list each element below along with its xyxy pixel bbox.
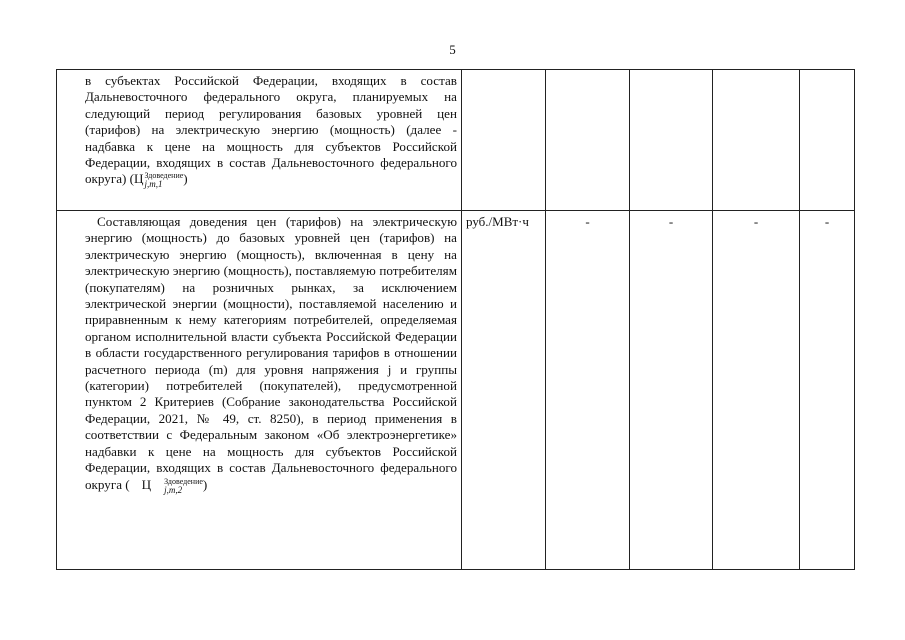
value-cell-empty	[800, 70, 855, 211]
price-symbol: Ц Здоведение j,m,1	[134, 171, 184, 190]
description-body: в субъектах Российской Федерации, входящих в состав Дальневосточного федерального округа, планируемых на следующий период регулирования базовых уровней цен (тарифов) на электрическую энергию (мощность) (далее - надбавка к цене на мощность для субъектов Российской Федерации, входящих в состав Дальневосточного федерального округа) (	[85, 73, 457, 187]
value-cell-empty	[630, 70, 713, 211]
value-cell: -	[546, 211, 630, 570]
description-cell	[57, 70, 462, 211]
tariff-table	[56, 69, 855, 570]
price-symbol: Ц Здоведение j,m,2	[141, 476, 203, 495]
description-text: Составляющая доведения цен (тарифов) на электрическую энергию (мощность) до базовых уровней цен (тарифов) на электрическую энергию (мощность), включенная в цену на электрическую энергию (мощность), поставляемую потребителям (покупателям) на розничных рынках, за исключением электрической энергии (мощности), поставляемой населению и приравненным к нему категориям потребителей, определяемая органом исполнительной власти субъекта Российской Федерации в области государственного регулирования тарифов в отношении расчетного периода (m) для уровня напряжения j и группы (категории) потребителей (покупателей), предусмотренной пунктом 2 Критериев (Собрание законодательства Российской Федерации, 2021, № 49, ст. 8250), в период применения в соответствии с Федеральным законом «Об электроэнергетике» надбавки к цене на мощность для субъектов Российской Федерации, входящих в состав Дальневосточного федерального округа ( Ц Здоведение j,m,2 )	[85, 214, 457, 495]
value-cell: -	[630, 211, 713, 570]
value-cell-empty	[546, 70, 630, 211]
table-row-continuation	[57, 70, 855, 211]
value-cell: -	[713, 211, 800, 570]
description-body: Составляющая доведения цен (тарифов) на электрическую энергию (мощность) до базовых уровней цен (тарифов) на электрическую энергию (мощность), включенная в цену на электрическую энергию (мощность), поставляемую потребителям (покупателям) на розничных рынках, за исключением электрической энергии (мощности), поставляемой населению и приравненным к нему категориям потребителей, определяемая органом исполнительной власти субъекта Российской Федерации в области государственного регулирования тарифов в отношении расчетного периода (m) для уровня напряжения j и группы (категории) потребителей (покупателей), предусмотренной пунктом 2 Критериев (Собрание законодательства Российской Федерации, 2021, № 49, ст. 8250), в период применения в соответствии с Федеральным законом «Об электроэнергетике» надбавки к цене на мощность для субъектов Российской Федерации, входящих в состав Дальневосточного федерального округа (	[85, 214, 457, 492]
unit-cell-empty	[462, 70, 546, 211]
table-row-component	[57, 211, 855, 570]
unit-cell: руб./МВт·ч	[462, 211, 546, 570]
description-text: в субъектах Российской Федерации, входящих в состав Дальневосточного федерального округа, планируемых на следующий период регулирования базовых уровней цен (тарифов) на электрическую энергию (мощность) (далее - надбавка к цене на мощность для субъектов Российской Федерации, входящих в состав Дальневосточного федерального округа) (Ц Здоведение j,m,1 )	[85, 73, 457, 190]
value-cell-empty	[713, 70, 800, 211]
page-number: 5	[449, 42, 456, 57]
value-cell: -	[800, 211, 855, 570]
description-cell	[57, 211, 462, 570]
